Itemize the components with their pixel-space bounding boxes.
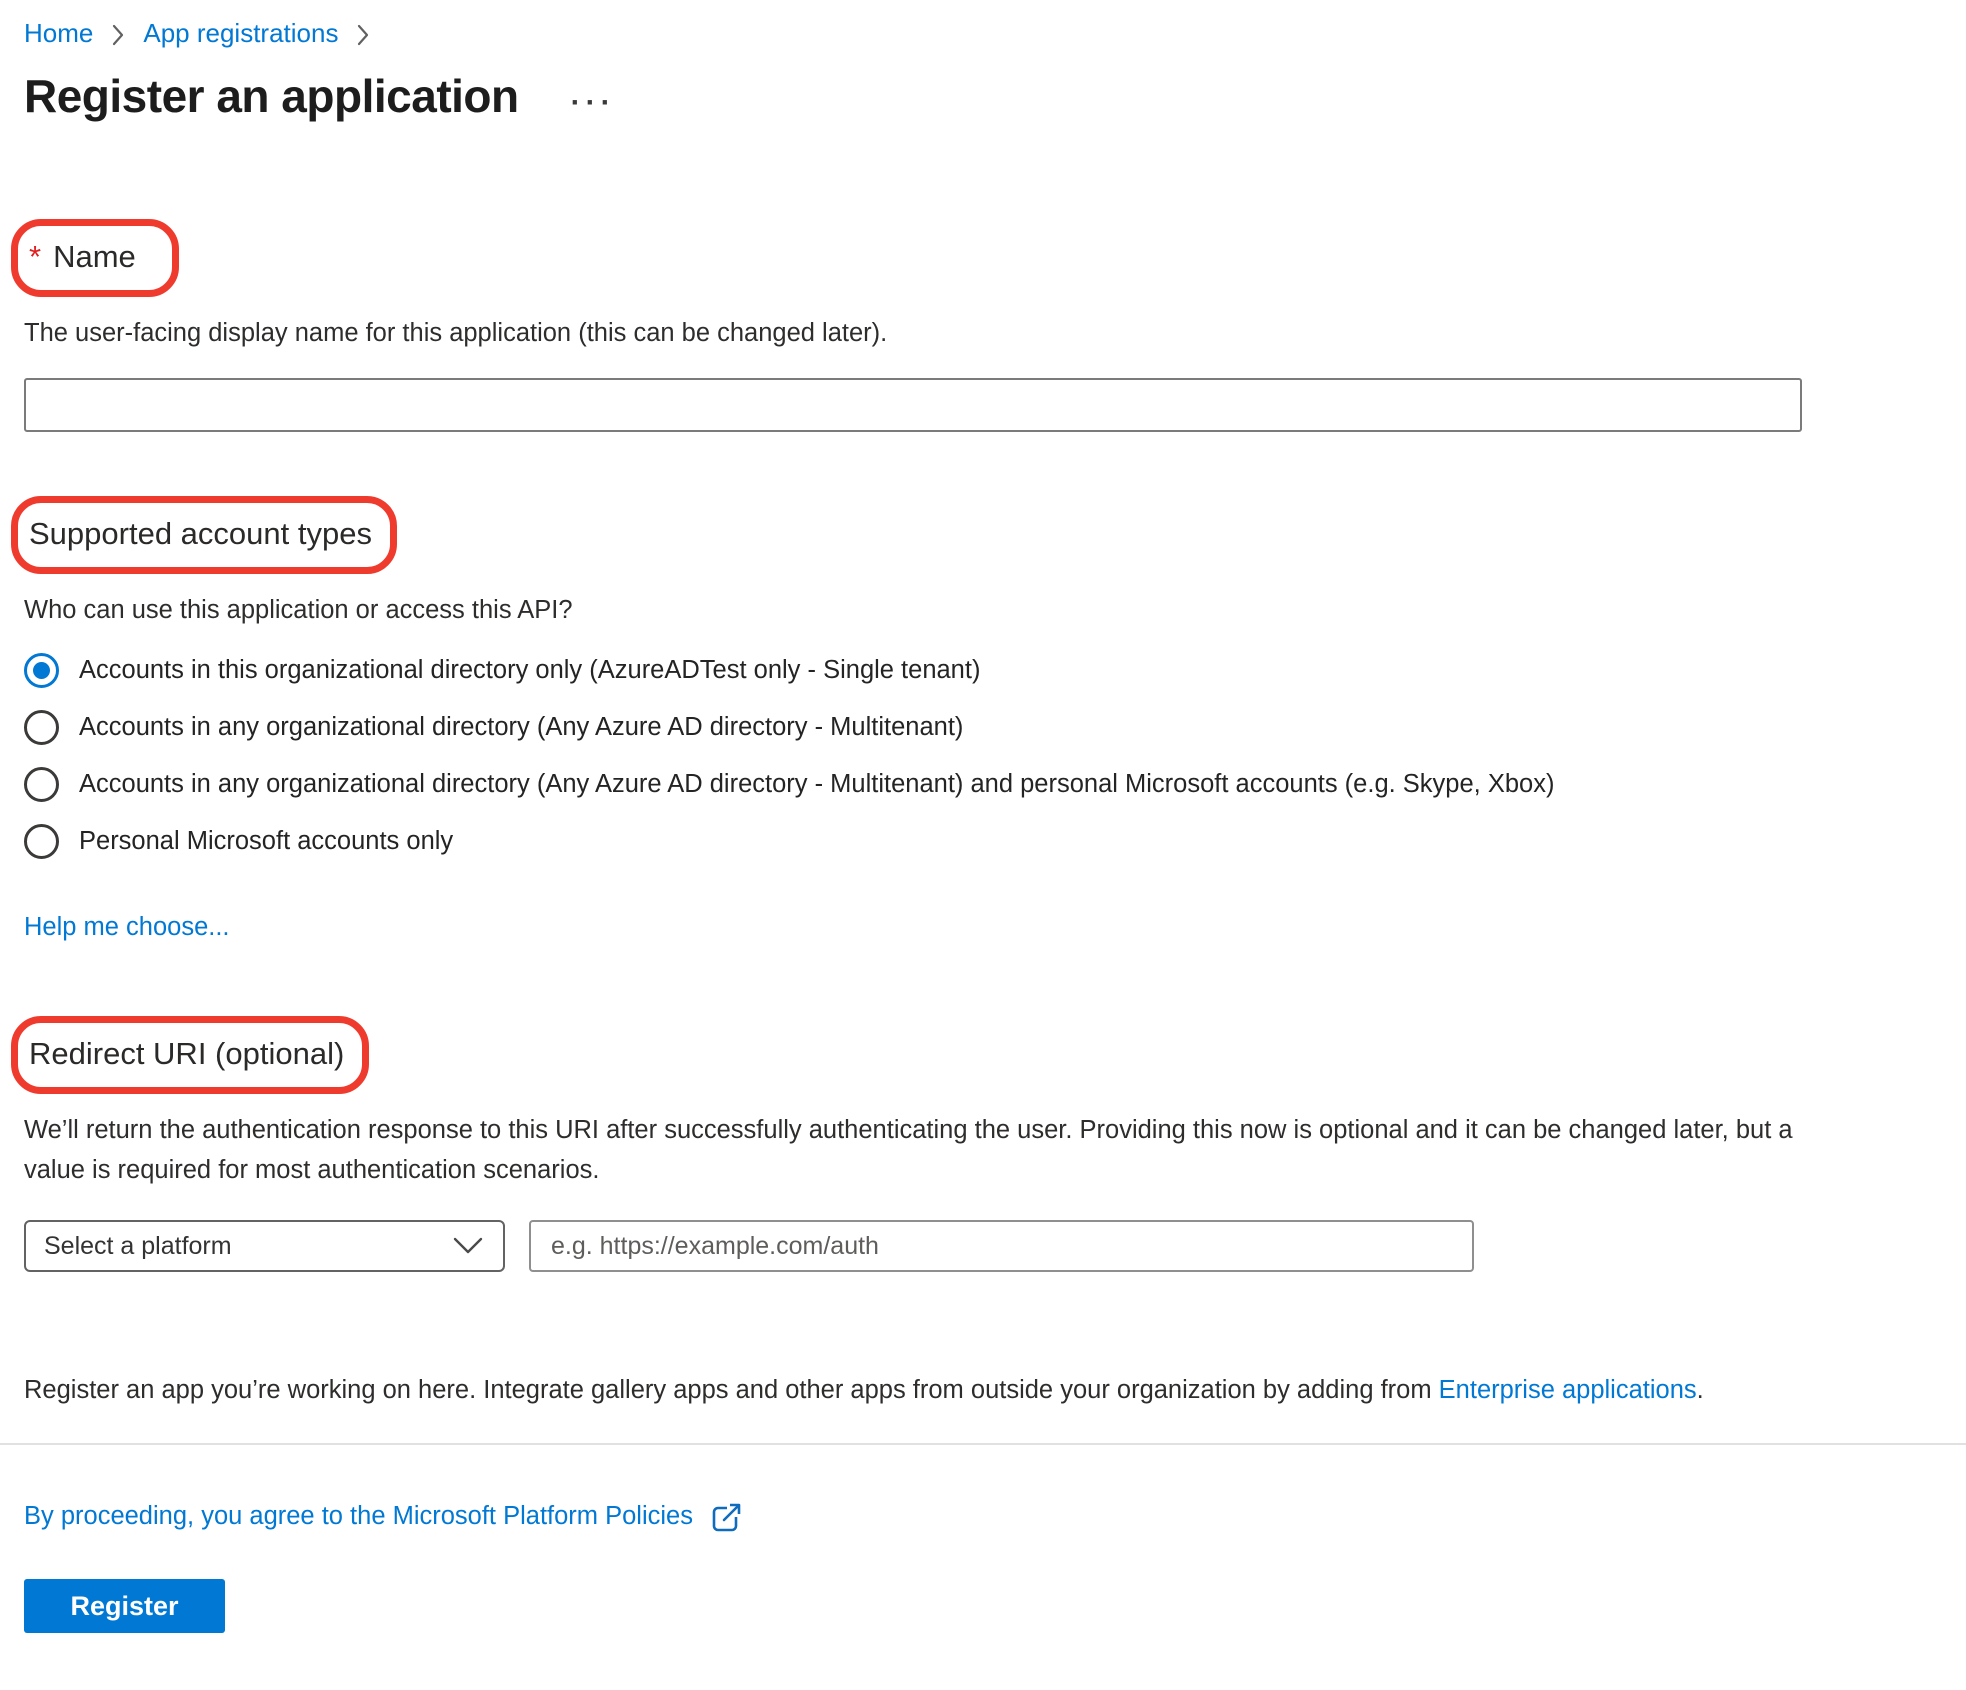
redirect-uri-description: We’ll return the authentication response to this URI after successfully authenticating the user. Providing this now is optional and it can be changed later, but a value is required for most authentication scenarios. xyxy=(24,1116,1793,1184)
more-options-icon[interactable]: ··· xyxy=(570,86,616,119)
account-types-heading: Supported account types xyxy=(29,516,372,551)
name-section-heading: Name xyxy=(53,239,136,274)
page-title: Register an application xyxy=(24,70,519,122)
chevron-right-icon xyxy=(356,23,370,47)
required-asterisk: * xyxy=(29,239,42,274)
radio-option-label: Accounts in any organizational directory (Any Azure AD directory - Multitenant) and personal Microsoft accounts (e.g. Skype, Xbox) xyxy=(79,770,1555,798)
radio-unselected-icon[interactable] xyxy=(24,710,59,745)
policy-row xyxy=(24,1495,1942,1537)
radio-option-label: Accounts in this organizational directory only (AzureADTest only - Single tenant) xyxy=(79,656,981,684)
redirect-uri-annotation-highlight xyxy=(11,1016,369,1094)
name-description: The user-facing display name for this application (this can be changed later). xyxy=(24,319,888,347)
radio-unselected-icon[interactable] xyxy=(24,824,59,859)
enterprise-apps-hint xyxy=(24,1376,1942,1405)
breadcrumb-app-registrations-link[interactable]: App registrations xyxy=(143,18,339,48)
breadcrumb-home-link[interactable]: Home xyxy=(24,18,94,48)
enterprise-applications-link[interactable]: Enterprise applications xyxy=(1438,1376,1697,1404)
chevron-down-icon xyxy=(453,1237,483,1255)
redirect-uri-heading: Redirect URI (optional) xyxy=(29,1036,345,1071)
title-row xyxy=(24,69,1942,123)
radio-unselected-icon[interactable] xyxy=(24,767,59,802)
name-input[interactable] xyxy=(24,378,1802,432)
radio-option-multitenant[interactable] xyxy=(24,710,1942,745)
radio-option-multitenant-personal[interactable] xyxy=(24,767,1942,802)
register-button[interactable]: Register xyxy=(24,1579,225,1633)
radio-option-single-tenant[interactable] xyxy=(24,653,1942,688)
breadcrumb xyxy=(24,18,1942,49)
hint-text: Register an app you’re working on here. Integrate gallery apps and other apps from outside your organization by adding from xyxy=(24,1376,1439,1404)
platform-select-value: Select a platform xyxy=(44,1231,232,1260)
platform-policies-link[interactable]: By proceeding, you agree to the Microsoft Platform Policies xyxy=(24,1501,693,1530)
footer-divider xyxy=(0,1443,1966,1445)
chevron-right-icon xyxy=(111,23,125,47)
redirect-uri-controls xyxy=(24,1220,1942,1272)
radio-selected-icon[interactable] xyxy=(24,653,59,688)
account-types-annotation-highlight xyxy=(11,496,397,574)
name-annotation-highlight xyxy=(11,219,179,297)
help-me-choose-link[interactable]: Help me choose... xyxy=(24,913,230,941)
hint-period: . xyxy=(1696,1376,1704,1404)
platform-select-dropdown[interactable] xyxy=(24,1220,505,1272)
external-link-icon[interactable] xyxy=(707,1499,745,1537)
account-types-question: Who can use this application or access this API? xyxy=(24,596,573,624)
radio-option-label: Personal Microsoft accounts only xyxy=(79,827,454,855)
account-type-radio-group xyxy=(24,653,1942,859)
redirect-uri-input[interactable] xyxy=(529,1220,1474,1272)
radio-option-label: Accounts in any organizational directory (Any Azure AD directory - Multitenant) xyxy=(79,713,964,741)
radio-option-personal-only[interactable] xyxy=(24,824,1942,859)
